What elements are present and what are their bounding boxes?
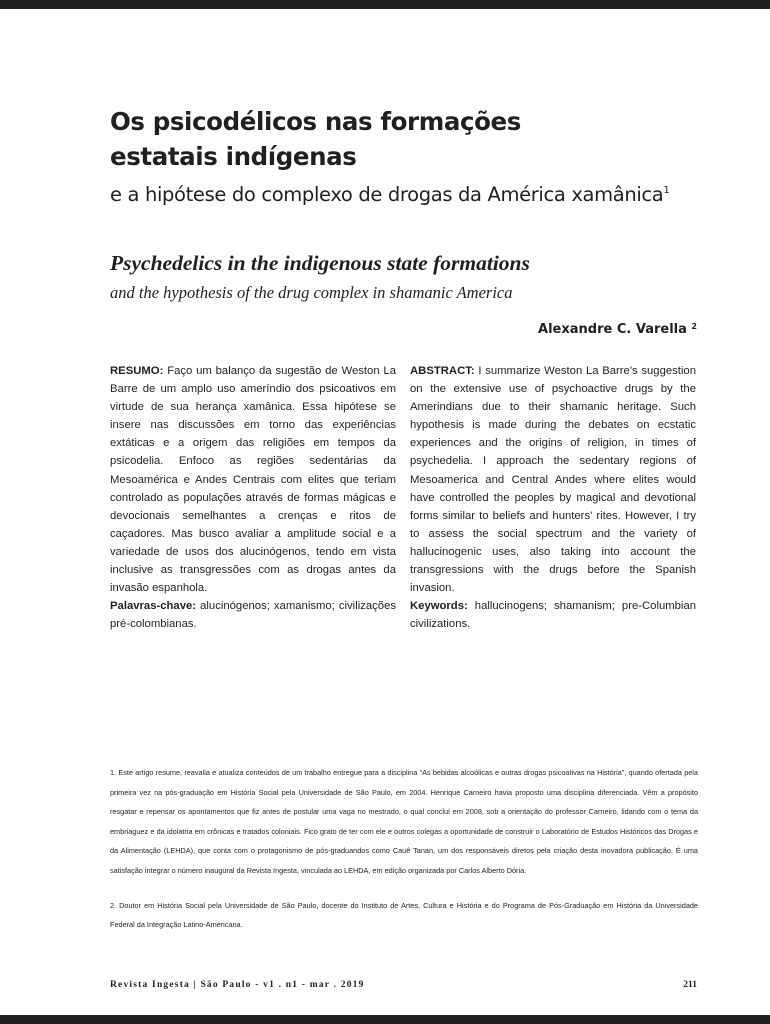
resumo-column: [110, 362, 396, 633]
article-subtitle: [110, 183, 669, 206]
title-line-2: estatais indígenas: [110, 142, 357, 171]
page-number: 211: [683, 980, 697, 990]
keywords-label: Keywords:: [410, 600, 468, 613]
palavras-chave-label: Palavras-chave:: [110, 600, 197, 613]
footnote-1: 1. Este artigo resume, reavalia e atualiza conteúdos de um trabalho entregue para a disciplina “As bebidas alcoólicas e outras drogas psicoativas na História”, quando ofertada pela primeira vez na pós-graduação em História Social pela Universidade de São Paulo, em 2004. Henrique Carneiro havia proposto uma disciplina diferenciada. Vêm a propósito resgatar e repensar os apontamentos que fiz antes de postular uma vaga no mestrado, o qual concluí em 2008, sob a orientação do professor Carneiro, lidando com o tema da embriaguez e da idolatria em crônicas e tratados coloniais. Fico grato de ter com ele e outros colegas a oportunidade de construir o Laboratório de Estudos Históricos das Drogas e da Alimentação (LEHDA), que conta com o protagonismo de pós-graduandos como Cauê Tanan, um dos responsáveis diretos pela criação desta inovadora publicação. É uma satisfação integrar o número inaugural da Revista Ingesta, vinculada ao LEHDA, em edição organizada por Carlos Alberto Dória.: [110, 768, 698, 875]
abstract-label: ABSTRACT:: [410, 365, 475, 377]
journal-footer: Revista Ingesta | São Paulo - v1 . n1 - mar . 2019: [110, 980, 365, 990]
footnote-ref-1[interactable]: 1: [663, 185, 670, 196]
abstract-column: [410, 362, 696, 633]
english-subtitle: and the hypothesis of the drug complex in shamanic America: [110, 283, 513, 302]
palavras-chave-paragraph: [110, 597, 396, 633]
article-title: [110, 104, 670, 174]
footnote-2: 2. Doutor em História Social pela Universidade de São Paulo, docente do Instituto de Artes, Cultura e História e do Programa de Pós-Graduação em História da Universidade Federal da Integração Latino-Americana.: [110, 900, 698, 930]
author-text: Alexandre C. Varella: [538, 322, 687, 337]
top-border-bar: [0, 0, 770, 9]
resumo-label: RESUMO:: [110, 365, 164, 377]
title-line-1: Os psicodélicos nas formações: [110, 107, 521, 136]
palavras-chave-text: alucinógenos; xamanismo; civilizações pré-colombianas.: [110, 600, 397, 631]
keywords-text: hallucinogens; shamanism; pre-Columbian civilizations.: [410, 600, 697, 631]
subtitle-text: e a hipótese do complexo de drogas da América xamânica: [110, 183, 664, 206]
abstract-text: I summarize Weston La Barre's suggestion on the extensive use of psychoactive drugs by the Amerindians due to their shamanic heritage. Such hypothesis is made during the debates on ecstatic experiences and the origins of religion, in times of psychedelia. I approach the sedentary regions of Mesoamerica and Central Andes where elites would have controlled the peoples by magical and devotional forms similar to beliefs and hunters' rites. However, I try to assess the social spectrum and the variety of hallucinogenic uses, also taking into account the transgressions with the drugs before the Spanish invasion.: [410, 365, 696, 595]
bottom-border-bar: [0, 1015, 770, 1024]
resumo-paragraph: [110, 362, 396, 597]
english-title: Psychedelics in the indigenous state formations: [110, 251, 530, 275]
keywords-paragraph: [410, 597, 696, 633]
footnote-ref-2[interactable]: 2: [691, 322, 697, 331]
abstract-paragraph: [410, 362, 696, 597]
resumo-text: Faço um balanço da sugestão de Weston La Barre de um amplo uso ameríndio dos psicoativos em virtude de sua herança xamânica. Essa hipótese se insere nas discussões em torno das experiências extáticas e a origem das religiões em tempos da psicodelia. Enfoco as regiões sedentárias da Mesoamérica e Andes Centrais com elites que teriam controlado as populações através de formas mágicas e devocionais semelhantes a crenças e ritos de caçadores. Mas busco avaliar a amplitude social e a variedade de usos dos alucinógenos, tendo em vista inclusive as transgressões com as drogas antes da invasão espanhola.: [110, 365, 396, 595]
footnotes: [110, 763, 698, 935]
author-name: [538, 322, 697, 337]
